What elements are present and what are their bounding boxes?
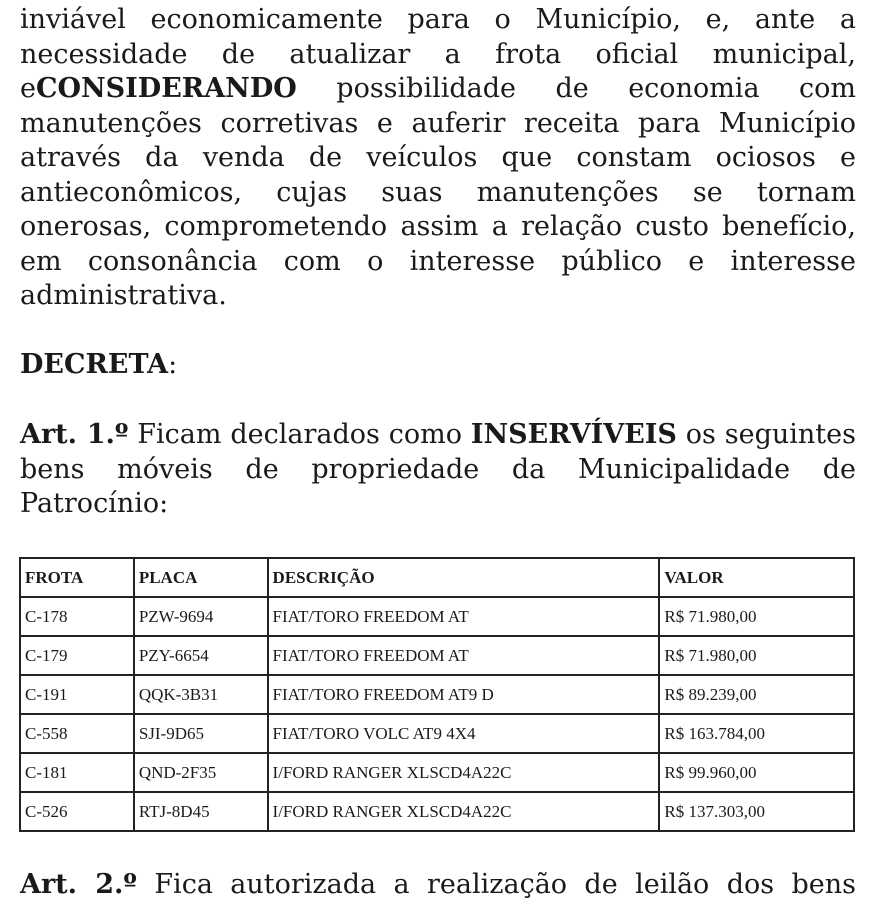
header-frota: FROTA bbox=[20, 558, 134, 597]
article-2 bbox=[20, 868, 856, 903]
article-text: Ficam declarados como bbox=[128, 419, 471, 450]
text-line bbox=[20, 868, 856, 903]
article-label: Art. 2.º bbox=[20, 869, 137, 900]
cell-placa: QND-2F35 bbox=[134, 753, 268, 792]
considerando-keyword: CONSIDERANDO bbox=[35, 73, 297, 104]
article-1 bbox=[20, 418, 856, 522]
table-row bbox=[20, 675, 854, 714]
cell-frota: C-558 bbox=[20, 714, 134, 753]
text-line: bens móveis de propriedade da Municipalidade de bbox=[20, 453, 856, 485]
text-line: através da venda de veículos que constam ociosos e bbox=[20, 142, 856, 173]
cell-frota: C-179 bbox=[20, 636, 134, 675]
header-valor: VALOR bbox=[659, 558, 854, 597]
text-line: em consonância com o interesse público e interesse bbox=[20, 245, 856, 277]
inserviveis-keyword: INSERVÍVEIS bbox=[470, 419, 677, 450]
table-row bbox=[20, 636, 854, 675]
cell-descricao: I/FORD RANGER XLSCD4A22C bbox=[268, 753, 660, 792]
cell-valor: R$ 163.784,00 bbox=[659, 714, 854, 753]
header-descricao: DESCRIÇÃO bbox=[268, 558, 660, 597]
text-line: manutenções corretivas e auferir receita para Município bbox=[20, 107, 856, 139]
line-prefix: e bbox=[20, 73, 36, 104]
text-line: necessidade de atualizar a frota oficial municipal, bbox=[20, 38, 856, 70]
table-header-row bbox=[20, 558, 854, 597]
table-row bbox=[20, 597, 854, 636]
cell-valor: R$ 137.303,00 bbox=[659, 792, 854, 831]
cell-descricao: FIAT/TORO FREEDOM AT bbox=[268, 597, 660, 636]
cell-valor: R$ 99.960,00 bbox=[659, 753, 854, 792]
article-text: Fica autorizada a realização de leilão dos bens bbox=[136, 869, 856, 900]
cell-valor: R$ 89.239,00 bbox=[659, 675, 854, 714]
text-line bbox=[20, 72, 856, 107]
vehicles-table bbox=[19, 557, 855, 832]
text-line: inviável economicamente para o Município, e, ante a bbox=[20, 4, 856, 35]
text-line: onerosas, comprometendo assim a relação custo benefício, bbox=[20, 211, 856, 242]
article-label: Art. 1.º bbox=[20, 419, 129, 450]
table-row bbox=[20, 714, 854, 753]
text-line: antieconômicos, cujas suas manutenções se tornam bbox=[20, 176, 856, 208]
cell-descricao: FIAT/TORO FREEDOM AT bbox=[268, 636, 660, 675]
table-row bbox=[20, 753, 854, 792]
decreta-heading bbox=[20, 348, 856, 383]
text-line: administrativa. bbox=[20, 280, 227, 311]
decreta-colon: : bbox=[168, 349, 178, 380]
cell-frota: C-526 bbox=[20, 792, 134, 831]
considerando-paragraph bbox=[20, 3, 856, 314]
cell-descricao: I/FORD RANGER XLSCD4A22C bbox=[268, 792, 660, 831]
cell-placa: SJI-9D65 bbox=[134, 714, 268, 753]
cell-frota: C-181 bbox=[20, 753, 134, 792]
decreta-keyword: DECRETA bbox=[20, 349, 169, 380]
cell-placa: RTJ-8D45 bbox=[134, 792, 268, 831]
cell-descricao: FIAT/TORO FREEDOM AT9 D bbox=[268, 675, 660, 714]
line-rest: possibilidade de economia com bbox=[336, 73, 856, 104]
cell-valor: R$ 71.980,00 bbox=[659, 636, 854, 675]
cell-valor: R$ 71.980,00 bbox=[659, 597, 854, 636]
cell-placa: PZW-9694 bbox=[134, 597, 268, 636]
text-line: Patrocínio: bbox=[20, 488, 169, 519]
article-text: os seguintes bbox=[676, 419, 856, 450]
cell-frota: C-178 bbox=[20, 597, 134, 636]
cell-placa: PZY-6654 bbox=[134, 636, 268, 675]
table-row bbox=[20, 792, 854, 831]
cell-frota: C-191 bbox=[20, 675, 134, 714]
cell-descricao: FIAT/TORO VOLC AT9 4X4 bbox=[268, 714, 660, 753]
text-line bbox=[20, 418, 856, 453]
cell-placa: QQK-3B31 bbox=[134, 675, 268, 714]
header-placa: PLACA bbox=[134, 558, 268, 597]
